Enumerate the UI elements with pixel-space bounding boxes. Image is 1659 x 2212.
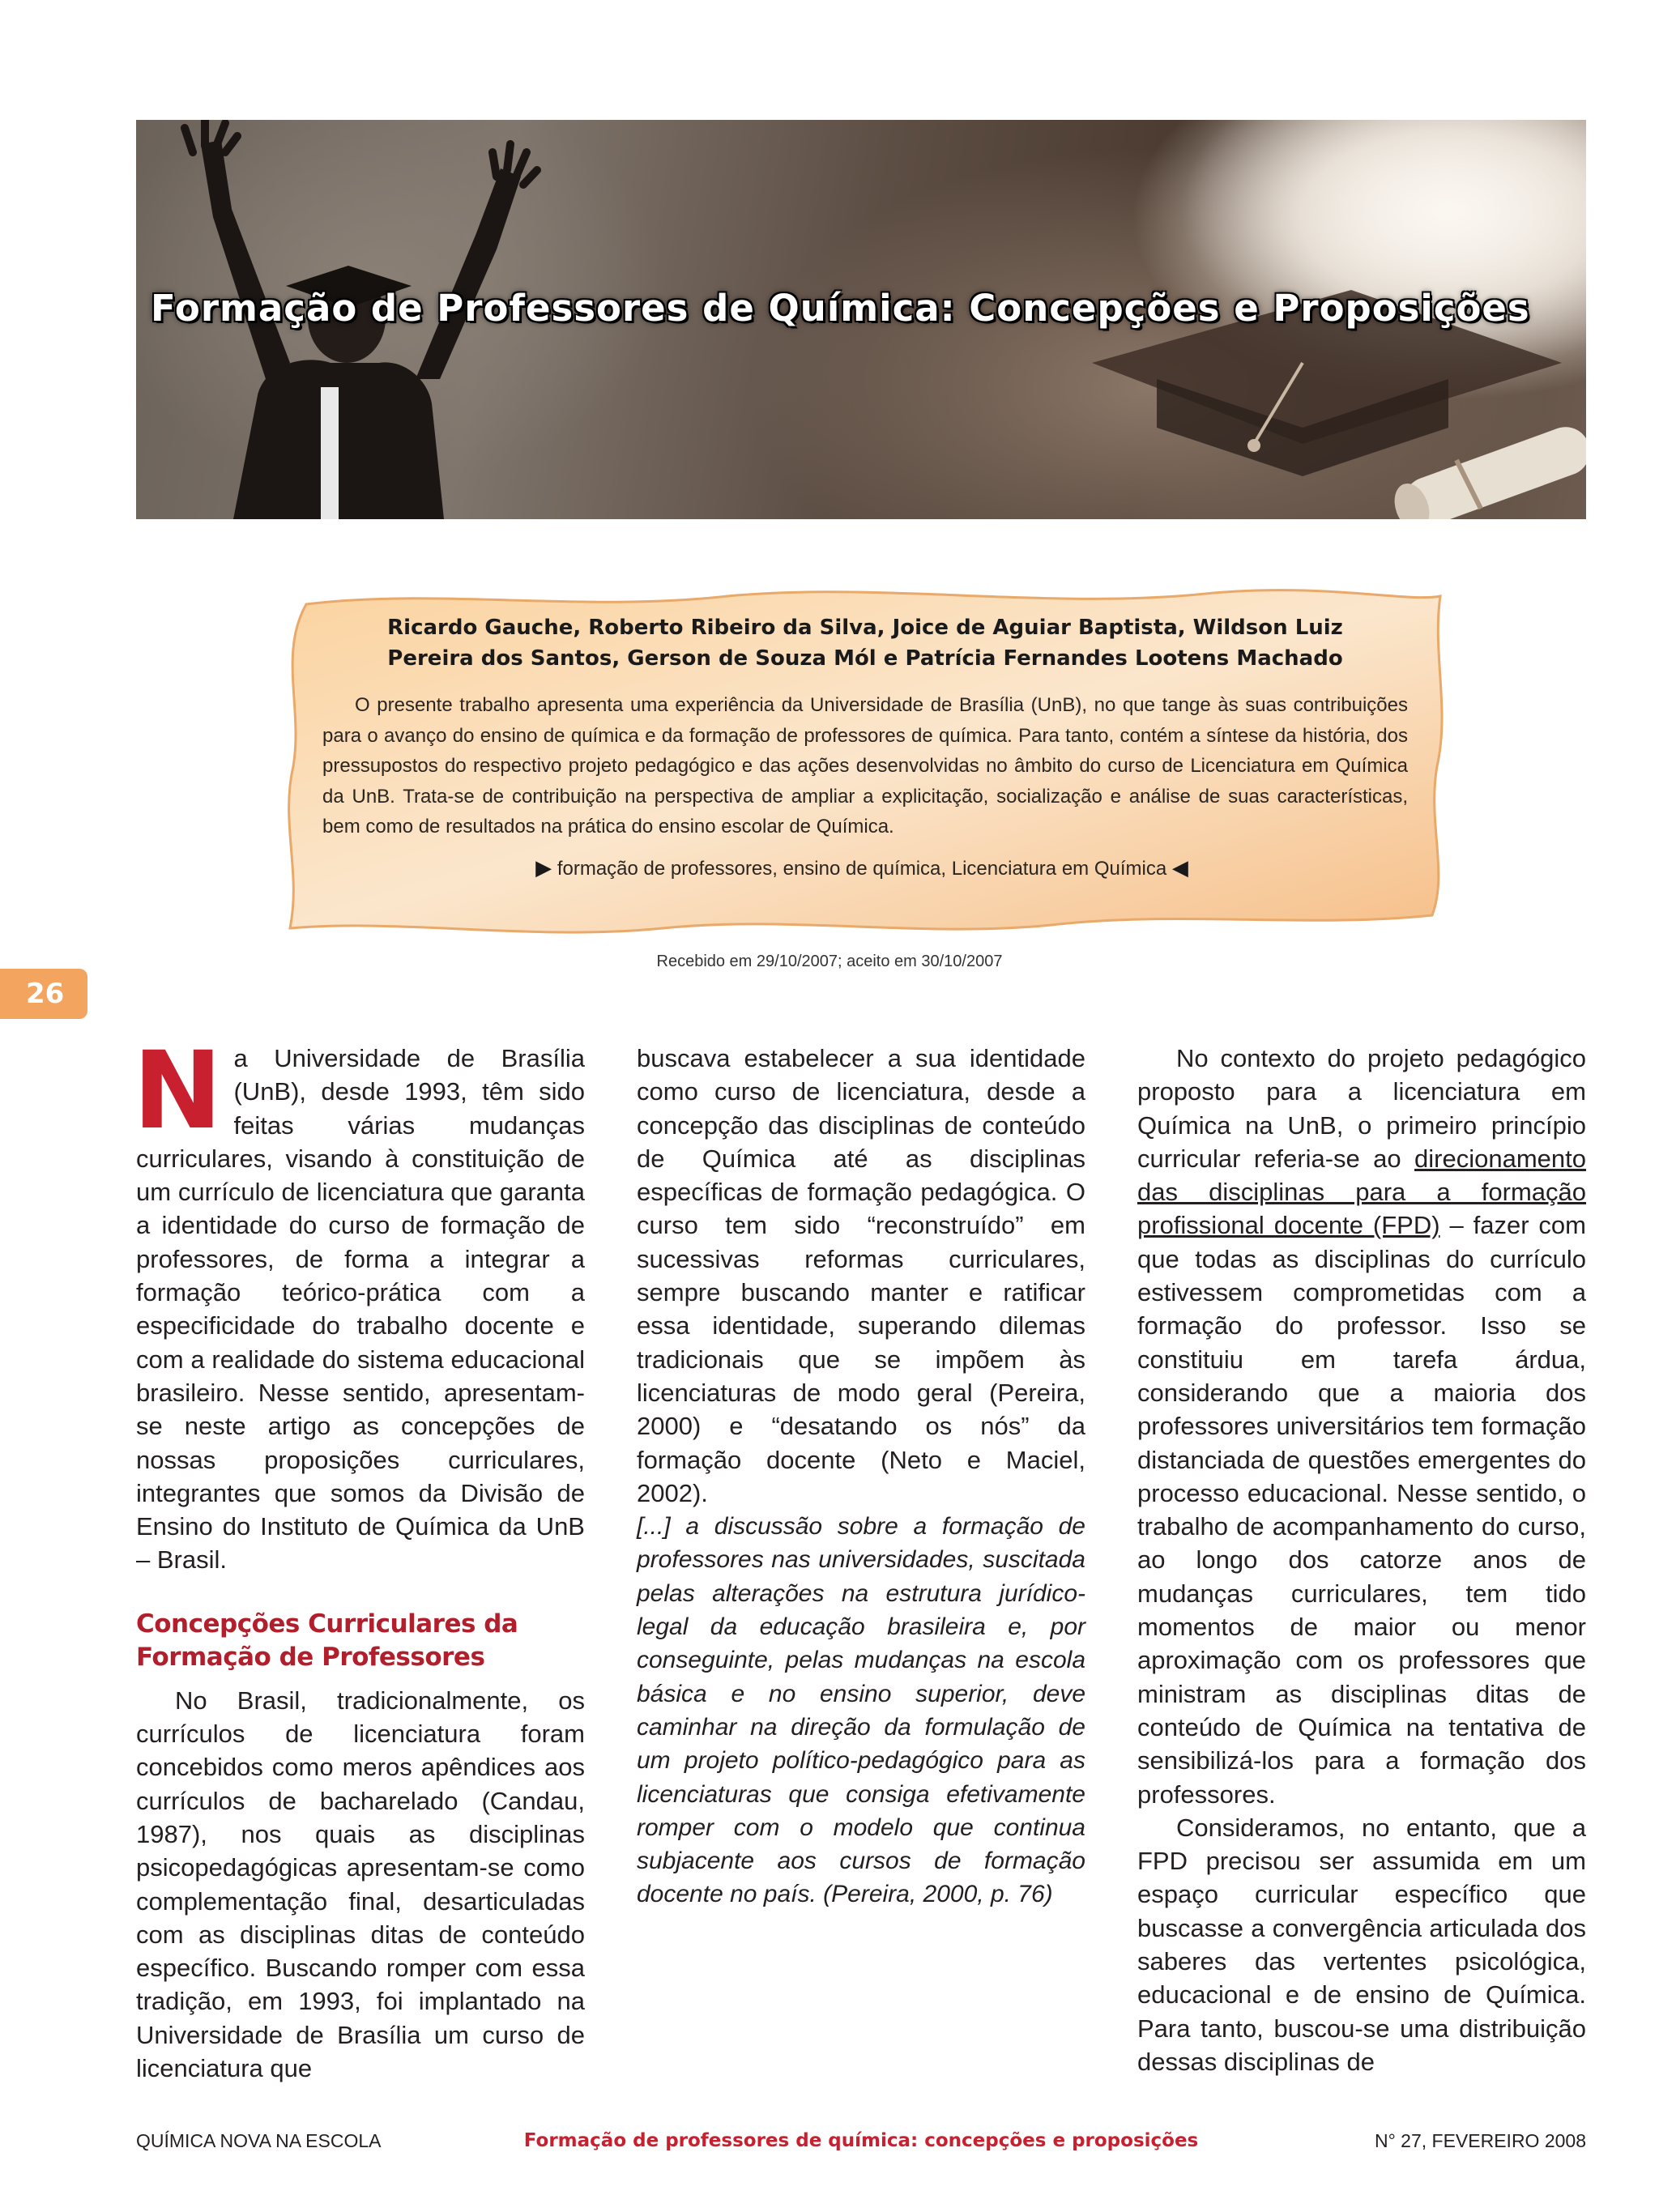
paragraph-text: No contexto do projeto pedagógico proposto para a licenciatura em Química na UnB, o primeiro princípio curricular referia-se ao	[1137, 1044, 1586, 1173]
abstract-box	[274, 588, 1450, 936]
column-2	[637, 1042, 1085, 1912]
paragraph	[1137, 1042, 1586, 1811]
keywords-line	[274, 855, 1450, 880]
paragraph: No Brasil, tradicionalmente, os currículos de licenciatura foram concebidos como meros apêndices aos currículos de bacharelado (Candau, 1987), nos quais as disciplinas psicopedagógicas apresentam-se como complementação final, desarticuladas com as disciplinas ditas de conteúdo específico. Buscando romper com essa tradição, em 1993, foi implantado na Universidade de Brasília um curso de licenciatura que	[136, 1686, 585, 2083]
issue-info: N° 27, FEVEREIRO 2008	[1374, 2130, 1586, 2151]
author-list: Ricardo Gauche, Roberto Ribeiro da Silva, Joice de Aguiar Baptista, Wildson Luiz Pereira dos Santos, Gerson de Souza Mól e Patrícia Fernandes Lootens Machado	[387, 616, 1343, 671]
underlined-term: direcionamento das disciplinas para a formação profissional docente (FPD)	[1137, 1144, 1586, 1240]
keywords-text: formação de professores, ensino de química, Licenciatura em Química	[557, 858, 1167, 880]
arrow-left-icon: ◀	[1171, 855, 1188, 880]
banner-image	[136, 120, 1586, 519]
block-quote: [...] a discussão sobre a formação de professores nas universidades, suscitada pelas alterações na estrutura jurídico-legal da educação brasileira e, por conseguinte, pelas mudanças na escola básica e no ensino superior, deve caminhar na direção da formulação de um projeto político-pedagógico para as licenciaturas que consiga efetivamente romper com o modelo que continua subjacente aos cursos de formação docente no país. (Pereira, 2000, p. 76)	[637, 1513, 1085, 1908]
page-footer	[136, 2130, 1586, 2163]
article-title: Formação de Professores de Química: Concepções e Proposições	[151, 287, 1530, 330]
intro-text: a Universidade de Brasília (UnB), desde 1993, têm sido feitas várias mudanças curriculares, visando à constituição de um currículo de licenciatura que garanta a identidade do curso de formação de professores, de forma a integrar a formação teórico-prática com a especificidade do trabalho docente e com a realidade do sistema educacional brasileiro. Nesse sentido, apresentam-se neste artigo as concepções de nossas proposições curriculares, integrantes que somos da Divisão de Ensino do Instituto de Química da UnB – Brasil.	[136, 1044, 585, 1575]
page-number: 26	[0, 969, 87, 1019]
drop-cap: N	[133, 1029, 223, 1153]
section-heading: Concepções Curriculares da Formação de Professores	[136, 1609, 518, 1672]
paragraph: Consideramos, no entanto, que a FPD precisou ser assumida em um espaço curricular específico que buscasse a convergência articulada dos saberes das vertentes psicológica, educacional e de ensino de Química. Para tanto, buscou-se uma distribuição dessas disciplinas de	[1137, 1813, 1586, 2076]
column-3	[1137, 1042, 1586, 2078]
abstract-text: O presente trabalho apresenta uma experiência da Universidade de Brasília (UnB), no que tange às suas contribuições para o avanço do ensino de química e da formação de professores de química. Para tanto, contém a síntese da história, dos pressupostos do respectivo projeto pedagógico e das ações desenvolvidas no âmbito do curso de Licenciatura em Química da UnB. Trata-se de contribuição na perspectiva de ampliar a explicitação, socialização e análise de suas características, bem como de resultados na prática do ensino escolar de Química.	[322, 694, 1408, 837]
paragraph-text: – fazer com que todas as disciplinas do currículo estivessem comprometidas com a formação do professor. Isso se constituiu em tarefa árdua, considerando que a maioria dos professores universitários tem formação distanciada de questões emergentes do processo educacional. Nesse sentido, o trabalho de acompanhamento do curso, ao longo dos catorze anos de mudanças curriculares, tem tido momentos de maior ou menor aproximação com os professores que ministram as disciplinas ditas de conteúdo de Química na tentativa de sensibilizá-los para a formação dos professores.	[1137, 1211, 1587, 1809]
arrow-right-icon: ▶	[535, 855, 552, 880]
running-title: Formação de professores de química: concepções e proposições	[523, 2130, 1199, 2151]
paragraph: buscava estabelecer a sua identidade como curso de licenciatura, desde a concepção das disciplinas de conteúdo de Química até as disciplinas específicas de formação pedagógica. O curso tem sido “reconstruído” em sucessivas reformas curriculares, sempre buscando manter e ratificar essa identidade, superando dilemas tradicionais que se impõem às licenciaturas de modo geral (Pereira, 2000) e “desatando os nós” da formação docente (Neto e Maciel, 2002).	[637, 1044, 1085, 1507]
intro-paragraph	[133, 1029, 585, 1577]
received-date: Recebido em 29/10/2007; aceito em 30/10/2007	[656, 953, 1003, 970]
journal-name: QUÍMICA NOVA NA ESCOLA	[136, 2130, 382, 2151]
column-1	[133, 1029, 585, 2085]
